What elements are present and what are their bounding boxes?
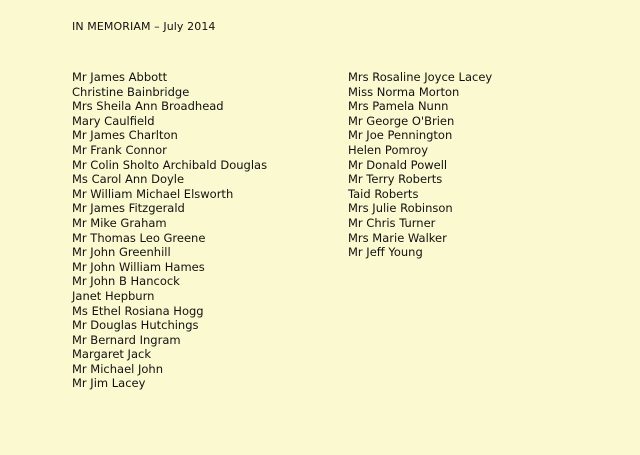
memorial-name: Mr Frank Connor bbox=[72, 142, 167, 157]
memorial-name: Janet Hepburn bbox=[72, 288, 155, 303]
memorial-name: Mr Jim Lacey bbox=[72, 376, 146, 391]
memorial-name: Mr Michael John bbox=[72, 361, 164, 376]
memorial-name: Ms Carol Ann Doyle bbox=[72, 172, 185, 187]
memorial-name: Mr Terry Roberts bbox=[348, 172, 443, 187]
memorial-name: Ms Ethel Rosiana Hogg bbox=[72, 303, 204, 318]
memorial-name: Mrs Marie Walker bbox=[348, 230, 447, 245]
right-name-column bbox=[348, 70, 492, 260]
memorial-name: Mr John Greenhill bbox=[72, 245, 171, 260]
memorial-name: Mr John B Hancock bbox=[72, 274, 180, 289]
left-name-column bbox=[72, 70, 267, 391]
memorial-name: Mr John William Hames bbox=[72, 259, 205, 274]
memorial-name: Margaret Jack bbox=[72, 347, 151, 362]
memorial-name: Mrs Pamela Nunn bbox=[348, 99, 449, 114]
memorial-name: Mary Caulfield bbox=[72, 113, 155, 128]
memorial-name: Mr George O'Brien bbox=[348, 113, 455, 128]
memorial-name: Helen Pomroy bbox=[348, 142, 429, 157]
memorial-name: Mr Joe Pennington bbox=[348, 128, 453, 143]
memorial-name: Mr Bernard Ingram bbox=[72, 332, 181, 347]
memorial-name: Mr Donald Powell bbox=[348, 157, 448, 172]
memorial-name: Mrs Sheila Ann Broadhead bbox=[72, 99, 224, 114]
memorial-name: Mr William Michael Elsworth bbox=[72, 186, 234, 201]
memorial-name: Mr James Fitzgerald bbox=[72, 201, 185, 216]
memorial-name: Mrs Rosaline Joyce Lacey bbox=[348, 70, 493, 84]
page-heading: IN MEMORIAM – July 2014 bbox=[72, 20, 216, 33]
memorial-name: Mr Colin Sholto Archibald Douglas bbox=[72, 157, 268, 172]
memorial-name: Mr Thomas Leo Greene bbox=[72, 230, 206, 245]
memorial-name: Mr Mike Graham bbox=[72, 215, 167, 230]
memorial-name: Christine Bainbridge bbox=[72, 84, 190, 99]
memorial-name: Miss Norma Morton bbox=[348, 84, 460, 99]
memorial-name: Mrs Julie Robinson bbox=[348, 201, 453, 216]
memorial-name: Taid Roberts bbox=[348, 186, 419, 201]
memorial-name: Mr Douglas Hutchings bbox=[72, 318, 199, 333]
memorial-name: Mr James Charlton bbox=[72, 128, 178, 143]
memorial-name: Mr James Abbott bbox=[72, 70, 168, 84]
memorial-name: Mr Jeff Young bbox=[348, 245, 423, 260]
memorial-name: Mr Chris Turner bbox=[348, 215, 436, 230]
